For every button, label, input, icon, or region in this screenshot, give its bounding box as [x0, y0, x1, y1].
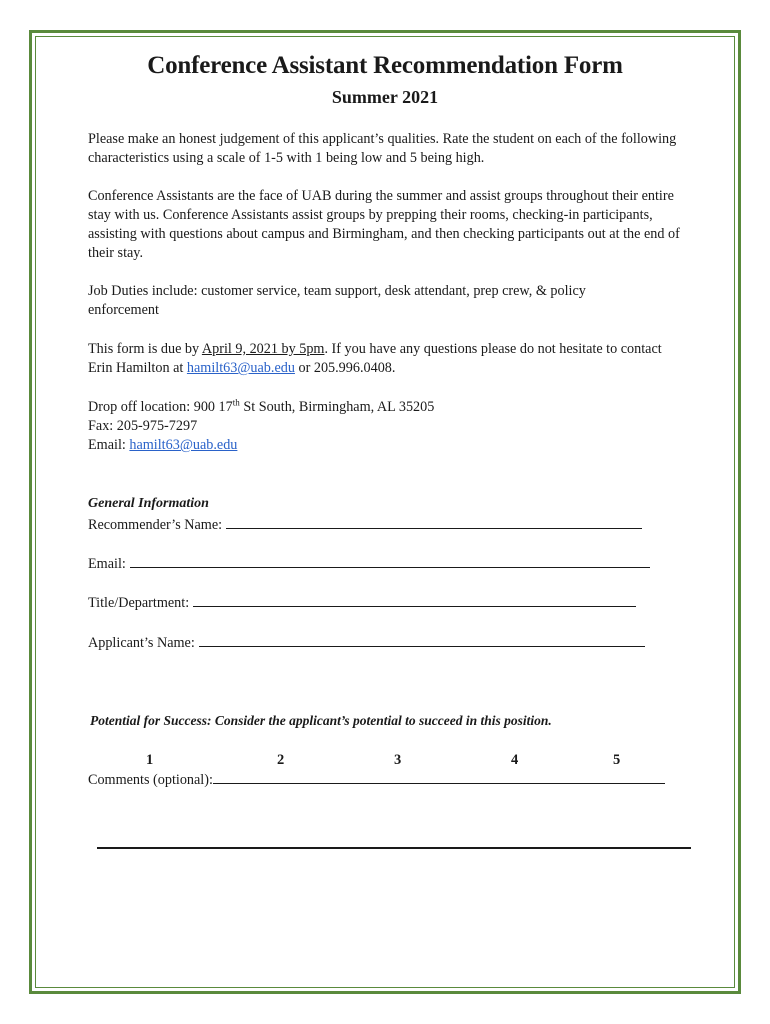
comments-extra-line[interactable] — [97, 847, 691, 849]
applicant-name-line[interactable] — [199, 634, 645, 647]
rating-option-4[interactable]: 4 — [511, 752, 519, 768]
dropoff-suffix: St South, Birmingham, AL 35205 — [239, 399, 435, 415]
general-information-heading: General Information — [88, 496, 209, 511]
page-border-inner — [35, 36, 735, 988]
intro-paragraph-1 — [88, 130, 688, 168]
intro-text-1: Please make an honest judgement of this applicant’s qualities. Rate the student on each of the following characteristics using a scale of 1-5 with 1 being low and 5 being high. — [88, 131, 677, 166]
dropoff-email-link[interactable]: hamilt63@uab.edu — [129, 437, 238, 453]
email-label: Email: — [88, 437, 130, 453]
recommender-name-field[interactable] — [88, 516, 642, 534]
due-deadline: April 9, 2021 by 5pm — [201, 341, 325, 357]
title-department-field[interactable] — [88, 594, 636, 612]
rating-option-2[interactable]: 2 — [277, 752, 285, 768]
form-subtitle: Summer 2021 — [331, 87, 439, 107]
email-field-label: Email: — [88, 556, 126, 572]
email-field[interactable] — [88, 555, 650, 573]
form-title: Conference Assistant Recommendation Form — [147, 52, 623, 79]
fax-line: Fax: 205-975-7297 — [88, 418, 198, 434]
intro-paragraph-2 — [88, 187, 688, 263]
dropoff-sup: th — [232, 397, 240, 408]
email-field-line[interactable] — [130, 555, 650, 568]
rating-option-1[interactable]: 1 — [146, 752, 154, 768]
comments-field[interactable] — [88, 771, 665, 789]
applicant-name-field[interactable] — [88, 634, 645, 652]
comments-line[interactable] — [213, 771, 665, 784]
job-duties-text: Job Duties include: customer service, team support, desk attendant, prep crew, & policy enforcement — [88, 283, 586, 318]
contact-email-link[interactable]: hamilt63@uab.edu — [186, 360, 295, 376]
due-prefix: This form is due by — [88, 341, 202, 357]
rating-option-3[interactable]: 3 — [394, 752, 402, 768]
due-suffix: or 205.996.0408. — [294, 360, 396, 376]
applicant-name-label: Applicant’s Name: — [88, 635, 195, 651]
job-duties-paragraph — [88, 282, 648, 320]
recommender-name-line[interactable] — [226, 516, 642, 529]
potential-heading: Potential for Success: Consider the applicant’s potential to succeed in this position. — [90, 713, 552, 728]
due-paragraph — [88, 340, 678, 378]
title-department-line[interactable] — [193, 594, 636, 607]
comments-label: Comments (optional): — [88, 772, 213, 788]
recommender-name-label: Recommender’s Name: — [88, 517, 223, 533]
title-department-label: Title/Department: — [88, 595, 190, 611]
contact-block — [88, 398, 688, 455]
rating-option-5[interactable]: 5 — [613, 752, 621, 768]
due-middle: . If you have any questions please do not hesitate to contact Erin Hamilton at — [88, 341, 662, 376]
intro-text-2: Conference Assistants are the face of UAB during the summer and assist groups throughout their entire stay with us. Conference Assistants assist groups by prepping their rooms, checking-in participants, assisting with questions about campus and Birmingham, and then checking participants out at the end of their stay. — [88, 188, 680, 261]
dropoff-prefix: Drop off location: 900 17 — [88, 399, 233, 415]
